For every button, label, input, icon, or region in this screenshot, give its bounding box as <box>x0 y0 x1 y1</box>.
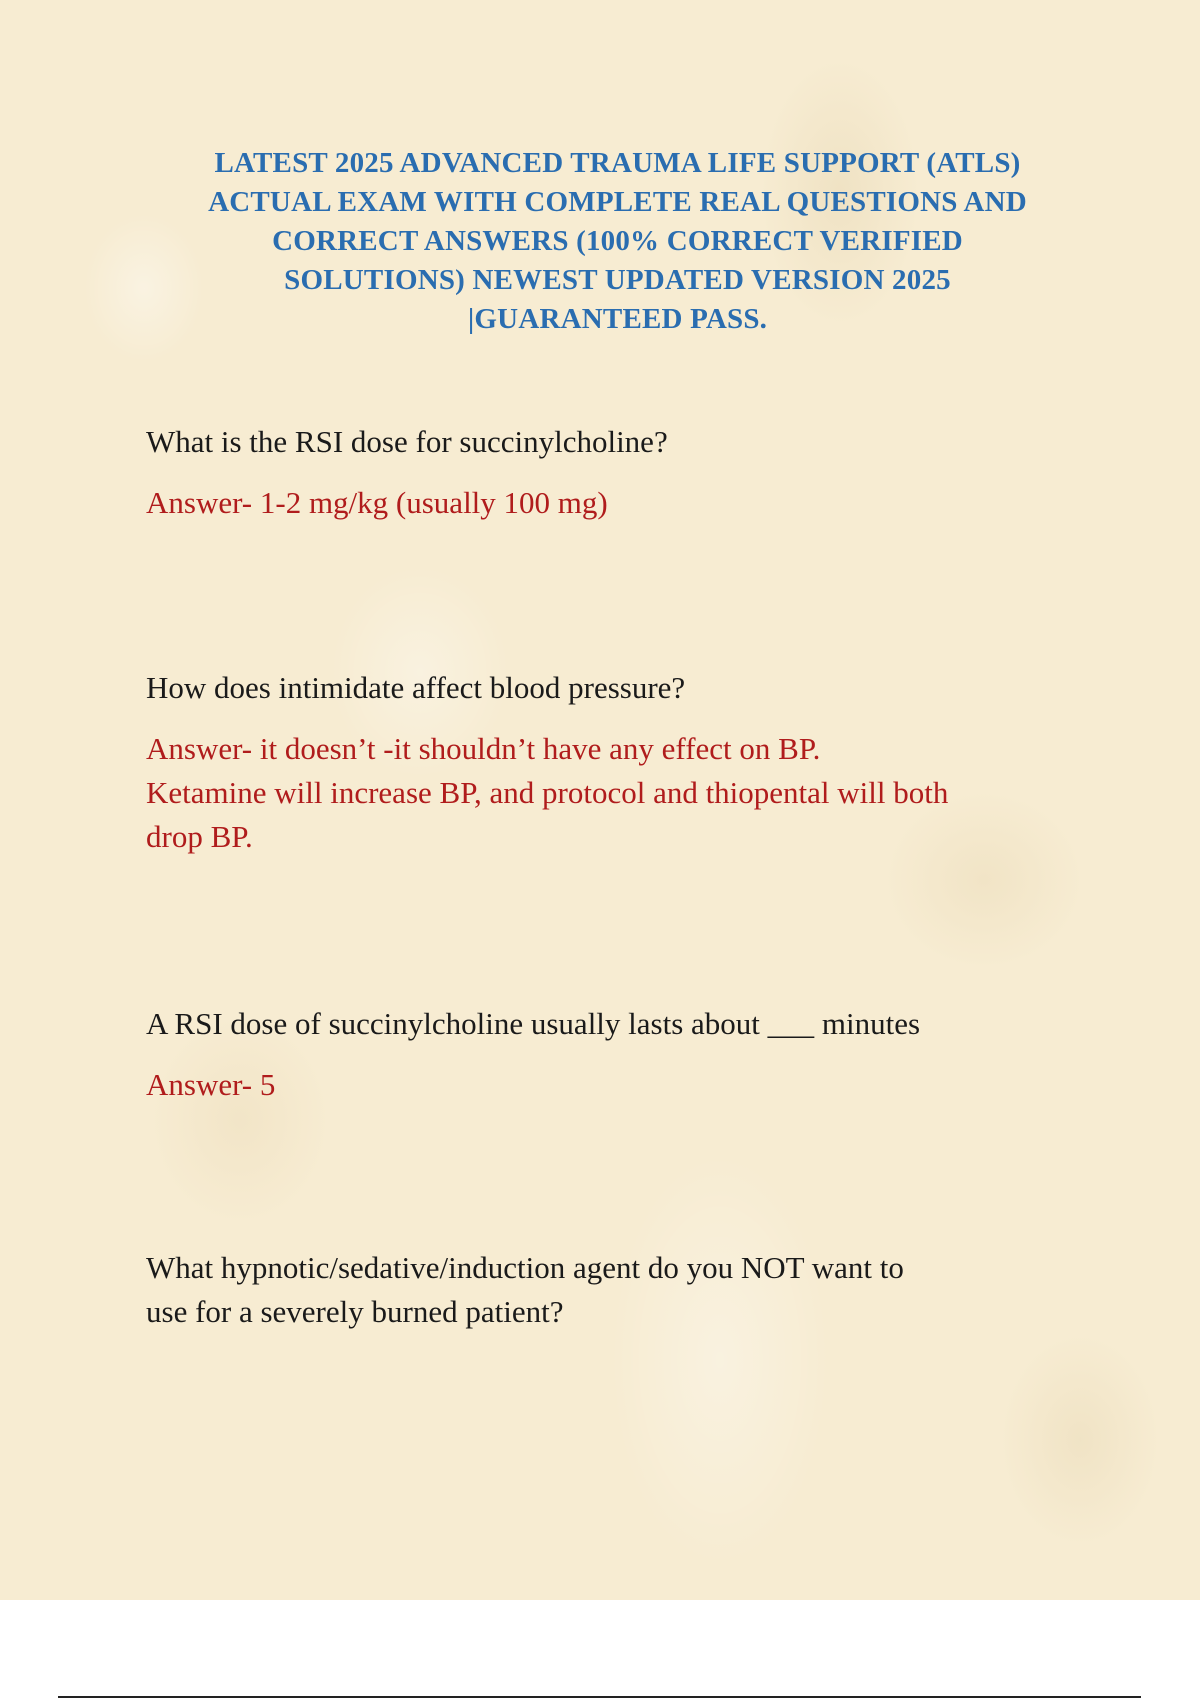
question-line: use for a severely burned patient? <box>146 1294 564 1329</box>
qa-item-2 <box>146 666 1106 859</box>
question-text <box>146 666 1106 710</box>
title-line: ACTUAL EXAM WITH COMPLETE REAL QUESTIONS AND <box>208 186 1027 218</box>
qa-item-4 <box>146 1246 1106 1334</box>
question-line: What hypnotic/sedative/induction agent do you NOT want to <box>146 1250 904 1285</box>
question-text <box>146 420 1106 464</box>
title-line: |GUARANTEED PASS. <box>467 303 768 335</box>
answer-line: Ketamine will increase BP, and protocol and thiopental will both <box>146 775 949 810</box>
answer-text <box>146 1063 1106 1107</box>
answer-text <box>146 481 1106 525</box>
title-line: CORRECT ANSWERS (100% CORRECT VERIFIED <box>272 225 963 257</box>
qa-item-3 <box>146 1002 1106 1107</box>
answer-line: drop BP. <box>146 819 253 854</box>
qa-item-1 <box>146 420 1106 525</box>
question-line: What is the RSI dose for succinylcholine? <box>146 424 668 459</box>
answer-line: Answer- 5 <box>146 1067 276 1102</box>
question-line: How does intimidate affect blood pressure? <box>146 670 686 705</box>
footer-divider <box>58 1696 1141 1698</box>
title-line: SOLUTIONS) NEWEST UPDATED VERSION 2025 <box>284 264 951 296</box>
question-text <box>146 1246 1106 1334</box>
answer-text <box>146 727 1106 859</box>
question-line: A RSI dose of succinylcholine usually lasts about ___ minutes <box>146 1006 921 1041</box>
answer-line: Answer- it doesn’t -it shouldn’t have any effect on BP. <box>146 731 821 766</box>
title-line: LATEST 2025 ADVANCED TRAUMA LIFE SUPPORT (ATLS) <box>214 147 1021 179</box>
question-text <box>146 1002 1106 1046</box>
answer-line: Answer- 1-2 mg/kg (usually 100 mg) <box>146 485 608 520</box>
document-title <box>140 144 1095 339</box>
